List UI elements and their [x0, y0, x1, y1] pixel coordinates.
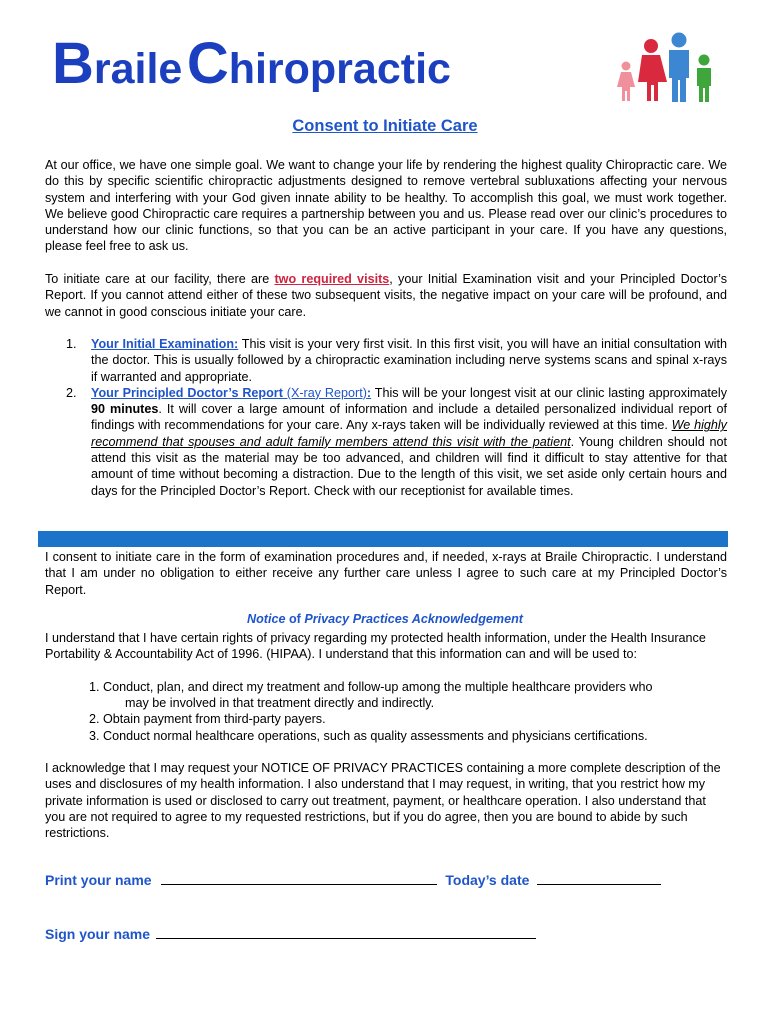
todays-date-input[interactable]: [537, 884, 661, 885]
notice-paragraph: I understand that I have certain rights of privacy regarding my protected health information, under the Health Insurance Portability & Accountability Act of 1996. (HIPAA). I understand that this information can and will be used to:: [45, 631, 706, 662]
logo-c-rest: hiropractic: [228, 45, 451, 93]
print-name-input[interactable]: [161, 884, 437, 885]
list-item: 1. Your Initial Examination: This visit is your very first visit. In this first visit, you will have an initial consultation with the doctor. This is usually followed by a chiropractic examination including nerve systems scans and spinal x-rays if warranted and appropriate.: [66, 337, 727, 384]
doctors-report-heading: Your Principled Doctor’s Report: [91, 385, 283, 400]
notice-item: may be involved in that treatment directly and indirectly.: [125, 696, 435, 710]
sign-name-input[interactable]: [156, 938, 536, 939]
logo-c-cap: C: [186, 31, 229, 96]
intro-paragraph: At our office, we have one simple goal. We want to change your life by rendering the highest quality Chiropractic care. We do this by specific scientific chiropractic adjustments designed to remove vertebral subluxations affecting your nervous system and interfering with your God given innate ability to be healthy. To accomplish this goal, we must work together. We believe good Chiropractic care requires a partnership between you and us. Please read over our clinic’s procedures to understand how our clinic functions, so that you can be an active participant in your care. If you have any questions, please feel free to ask us.: [45, 158, 727, 254]
initial-exam-heading: Your Initial Examination:: [91, 337, 239, 351]
visits-paragraph: To initiate care at our facility, there are two required visits, your Initial Examination visit and your Principled Doctor’s Report. If you cannot attend either of these two subsequent visits, the negative impact on your care will be profound, and we cannot in good conscious initiate your care.: [45, 272, 728, 319]
consent-paragraph: I consent to initiate care in the form of examination procedures and, if needed, x-rays at Braile Chiropractic. I understand that I am under no obligation to either receive any further care unless I agree to such care at my Principled Doctor’s Report.: [45, 550, 727, 597]
print-name-field: [45, 872, 661, 888]
logo-b-cap: B: [52, 31, 94, 96]
visit-list: [66, 336, 727, 499]
logo-wordmark: [52, 30, 451, 97]
man-figure-icon: [669, 33, 689, 103]
woman-figure-icon: [638, 39, 667, 101]
notice-item: 3. Conduct normal healthcare operations, such as quality assessments and physicians certifications.: [89, 729, 648, 743]
section-divider: [38, 531, 728, 547]
page-title: Consent to Initiate Care: [292, 117, 478, 135]
child-figure-icon: [617, 62, 635, 102]
logo-b-rest: raile: [93, 45, 183, 93]
family-icon: [612, 32, 722, 102]
boy-figure-icon: [697, 55, 711, 103]
print-name-label: Print your name: [45, 872, 152, 888]
todays-date-label: Today’s date: [445, 872, 530, 888]
sign-name-label: Sign your name: [45, 926, 151, 942]
required-visits-highlight: two required visits: [274, 272, 390, 286]
sign-name-field: [45, 926, 536, 942]
notice-title: Notice of Privacy Practices Acknowledgement: [246, 612, 524, 626]
notice-item: 1. Conduct, plan, and direct my treatment and follow-up among the multiple healthcare providers who: [89, 680, 653, 694]
list-item: 2. Your Principled Doctor’s Report (X-ray Report): This will be your longest visit at our clinic lasting approximately 90 minutes. It will cover a large amount of information and include a detailed personalized individual report of findings with recommendations for your care. Any x-rays taken will be individually reviewed at this time. We highly recommend that spouses and adult family members attend this visit with the patient. Young children should not attend this visit as the material may be too advanced, and children will find it difficult to stay attentive for that amount of time without becoming a distraction. Due to the length of this visit, we set aside only certain hours and days for the Principled Doctor’s Report. Check with our receptionist for available times.: [66, 385, 728, 498]
notice-item: 2. Obtain payment from third-party payers.: [89, 712, 326, 726]
acknowledge-paragraph: I acknowledge that I may request your NOTICE OF PRIVACY PRACTICES containing a more complete description of the uses and disclosures of my health information. I also understand that I may request, in writing, that you restrict how my private information is used or disclosed to carry out treatment, payment, or healthcare operation. I also understand that you are not required to agree to my requested restrictions, but if you do agree, then you are bound to abide by such restrictions.: [45, 761, 721, 841]
